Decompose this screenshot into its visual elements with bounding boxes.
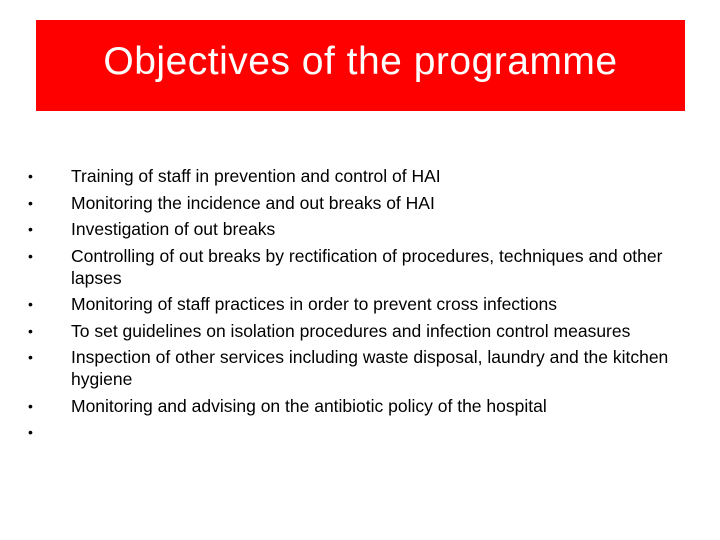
list-item (28, 395, 678, 417)
list-item (28, 192, 678, 214)
bullet-icon: • (28, 424, 33, 440)
list-item-text: Controlling of out breaks by rectification of procedures, techniques and other lapses (71, 245, 663, 288)
list-item (28, 245, 678, 289)
list-item-text: Monitoring and advising on the antibiotic policy of the hospital (71, 395, 547, 416)
bullet-icon: • (28, 349, 33, 365)
bullet-icon: • (28, 168, 33, 184)
bullet-icon: • (28, 296, 33, 312)
list-item-text: Training of staff in prevention and control of HAI (71, 166, 441, 186)
objectives-list (28, 165, 678, 448)
list-item-text: Investigation of out breaks (71, 219, 276, 239)
list-item (28, 293, 678, 315)
bullet-icon: • (28, 221, 33, 237)
title-banner (36, 20, 685, 111)
list-item (28, 421, 678, 443)
list-item-text: Inspection of other services including waste disposal, laundry and the kitchen hygiene (71, 347, 669, 389)
list-item (28, 218, 678, 240)
list-item (28, 165, 678, 187)
bullet-icon: • (28, 322, 33, 339)
list-item (28, 346, 678, 390)
bullet-icon: • (28, 194, 33, 211)
list-item-text: To set guidelines on isolation procedures and infection control measures (71, 320, 631, 341)
list-item-text: Monitoring of staff practices in order to prevent cross infections (71, 294, 558, 314)
slide-title: Objectives of the programme (103, 39, 618, 83)
bullet-icon: • (28, 397, 33, 414)
list-item-text: Monitoring the incidence and out breaks of HAI (71, 192, 435, 213)
list-item (28, 320, 678, 342)
bullet-icon: • (28, 247, 33, 264)
